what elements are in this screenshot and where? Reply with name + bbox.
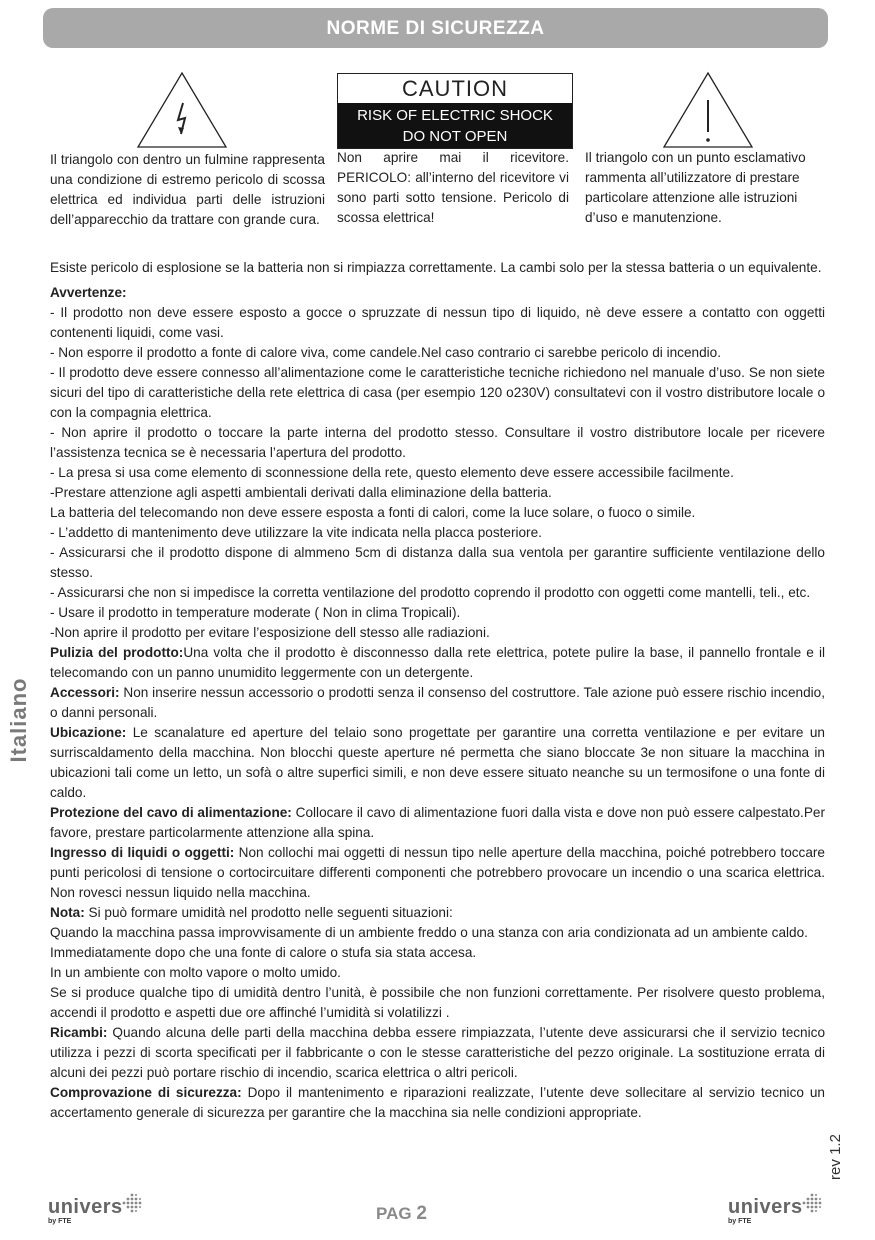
- section-pulizia: Pulizia del prodotto:Una volta che il prodotto è disconnesso dalla rete elettrica, potete pulire la base, il pannello frontale e il telecomando con un panno unumidito leggermente con un detergente.: [50, 645, 825, 680]
- nota-line: In un ambiente con molto vapore o molto umido.: [50, 965, 341, 980]
- warning-item: - Il prodotto deve essere connesso all’alimentazione come le caratteristiche tecniche richiedono nel manuale d’uso. Se non siete sicuri del tipo di caratteristiche della rete elettrica di casa (per esempio 120 o230V) consultatevi con il vostro distributore locale o con la compagnia elettrica.: [50, 365, 825, 420]
- caution-label: [337, 73, 573, 149]
- warning-item: -Prestare attenzione agli aspetti ambientali derivati dalla eliminazione della batteria.: [50, 485, 552, 500]
- safety-content: [50, 258, 825, 1123]
- exclamation-warning-icon: [661, 70, 755, 150]
- dots-icon: [118, 1190, 146, 1216]
- warning-item: - L’addetto di mantenimento deve utilizzare la vite indicata nella placca posteriore.: [50, 525, 542, 540]
- language-tab: Italiano: [6, 677, 31, 763]
- warning-item: - Non esporre il prodotto a fonte di calore viva, come candele.Nel caso contrario ci sarebbe pericolo di incendio.: [50, 345, 721, 360]
- warnings-heading: Avvertenze:: [50, 285, 127, 300]
- warning-item: - Assicurarsi che non si impedisce la corretta ventilazione del prodotto coprendo il prodotto con oggetti come mantelli, teli., etc.: [50, 585, 811, 600]
- revision-label: rev 1.2: [827, 1134, 844, 1180]
- caution-line-2: DO NOT OPEN: [402, 128, 508, 145]
- nota-line: Se si produce qualche tipo di umidità dentro l’unità, è possibile che non funzioni correttamente. Per risolvere questo problema, accendi il prodotto e aspetti due ore affinché l’umidità si volatilizzi .: [50, 985, 825, 1020]
- logo-word: univers: [728, 1196, 803, 1218]
- section-comprovazione: Comprovazione di sicurezza: Dopo il mantenimento e riparazioni realizzate, l’utente deve sollecitare al servizio tecnico un accertamento generale di sicurezza per garantire che la macchina sia nelle condizioni appropriate.: [50, 1085, 825, 1120]
- battery-intro: Esiste pericolo di esplosione se la batteria non si rimpiazza correttamente. La cambi solo per la stessa batteria o un equivalente.: [50, 260, 822, 275]
- section-ingresso: Ingresso di liquidi o oggetti: Non collochi mai oggetti di nessun tipo nelle aperture della macchina, poiché potrebbero toccare punti pericolosi di tensione o cortocircuitare differenti componenti che potrebbero provocare un incendio o una scarica elettrica. Non rovesci nessun liquido nella macchina.: [50, 845, 825, 900]
- warning-item: - Assicurarsi che il prodotto dispone di almmeno 5cm di distanza dalla sua ventola per garantire sufficiente ventilazione dello stesso.: [50, 545, 825, 580]
- electric-shock-warning-icon: [135, 70, 229, 150]
- univers-logo-right: [728, 1190, 838, 1226]
- caution-title: CAUTION: [402, 76, 508, 101]
- section-accessori: Accessori: Non inserire nessun accessorio o prodotti senza il consenso del costruttore. Tale azione può essere rischio incendio, o danni personali.: [50, 685, 825, 720]
- exclamation-description: Il triangolo con un punto esclamativo rammenta all’utilizzatore di prestare particolare attenzione alle istruzioni d’uso e manutenzione.: [585, 150, 806, 225]
- logo-word: univers: [48, 1196, 123, 1218]
- warning-item: -Non aprire il prodotto per evitare l’esposizione dell stesso alle radiazioni.: [50, 625, 490, 640]
- caution-line-1: RISK OF ELECTRIC SHOCK: [357, 107, 553, 124]
- section-ricambi: Ricambi: Quando alcuna delle parti della macchina debba essere rimpiazzata, l’utente deve assicurarsi che il servizio tecnico utilizza i pezzi di scorta specificati per il fabbricante o con le stesse caratteristiche del pezzo originale. La sostituzione errata di alcuni dei pezzi può portare rischio di incendio, scarica elettrica o altri pericoli.: [50, 1025, 825, 1080]
- nota-line: Immediatamente dopo che una fonte di calore o stufa sia stata accesa.: [50, 945, 477, 960]
- caution-description: Non aprire mai il ricevitore. PERICOLO: all’interno del ricevitore vi sono parti sotto tensione. Pericolo di scossa elettrica!: [337, 150, 569, 225]
- warning-item: - Il prodotto non deve essere esposto a gocce o spruzzate di nessun tipo di liquido, nè deve essere a contatto con oggetti contenenti liquidi, come vasi.: [50, 305, 825, 340]
- section-nota: Nota: Si può formare umidità nel prodotto nelle seguenti situazioni:: [50, 905, 453, 920]
- logo-sub: by FTE: [728, 1218, 752, 1225]
- page-number: PAG 2: [376, 1203, 427, 1224]
- warning-item: - Non aprire il prodotto o toccare la parte interna del prodotto stesso. Consultare il vostro distributore locale per ricevere l’assistenza tecnica se è necessaria l’apertura del prodotto.: [50, 425, 825, 460]
- section-protezione: Protezione del cavo di alimentazione: Collocare il cavo di alimentazione fuori dalla vista e dove non può essere calpestato.Per favore, prestare particolarmente attenzione alla spina.: [50, 805, 825, 840]
- section-ubicazione: Ubicazione: Le scanalature ed aperture del telaio sono progettate per garantire una corretta ventilazione e per evitare un surriscaldamento della macchina. Non blocchi queste aperture né permetta che siano bloccate 3e non situare la macchina in ubicazioni tali come un letto, un sofà o altre superfici simili, e non deve essere situato neanche su un termosifone o una fonte di caldo.: [50, 725, 825, 800]
- nota-line: Quando la macchina passa improvvisamente di un ambiente freddo o una stanza con aria condizionata ad un ambiente caldo.: [50, 925, 808, 940]
- univers-logo-left: [48, 1190, 158, 1226]
- warning-item: La batteria del telecomando non deve essere esposta a fonti di calori, come la luce solare, o fuoco o simile.: [50, 505, 696, 520]
- lightning-description: Il triangolo con dentro un fulmine rappresenta una condizione di estremo pericolo di scossa elettrica ed individua parti delle istruzioni dell’apparecchio da trattare con grande cura.: [50, 152, 325, 227]
- page-title: NORME DI SICUREZZA: [43, 8, 828, 48]
- warning-item: - La presa si usa come elemento di sconnessione della rete, questo elemento deve essere accessibile facilmente.: [50, 465, 734, 480]
- dots-icon: [798, 1190, 826, 1216]
- warning-item: - Usare il prodotto in temperature moderate ( Non in clima Tropicali).: [50, 605, 461, 620]
- logo-sub: by FTE: [48, 1218, 72, 1225]
